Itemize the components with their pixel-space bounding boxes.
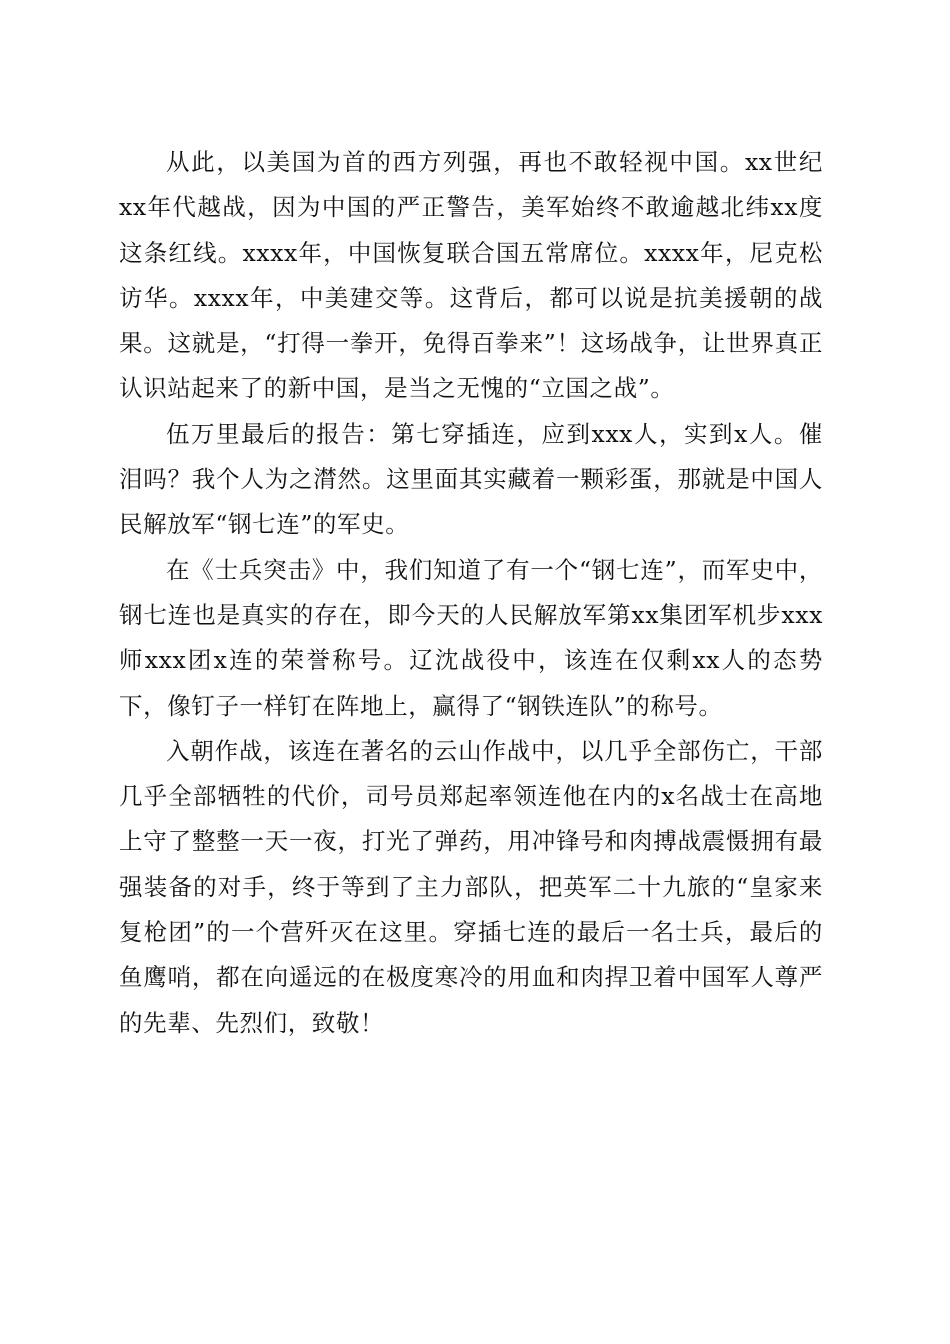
paragraph-2: 伍万里最后的报告：第七穿插连，应到xxx人，实到x人。催泪吗？我个人为之潸然。这里面其实藏着一颗彩蛋，那就是中国人民解放军“钢七连”的军史。 [119, 419, 823, 539]
document-body [119, 140, 823, 1046]
paragraph-1: 从此，以美国为首的西方列强，再也不敢轻视中国。xx世纪xx年代越战，因为中国的严正警告，美军始终不敢逾越北纬xx度这条红线。xxxx年，中国恢复联合国五常席位。xxxx年，尼克松访华。xxxx年，中美建交等。这背后，都可以说是抗美援朝的战果。这就是，“打得一拳开，免得百拳来”！这场战争，让世界真正认识站起来了的新中国，是当之无愧的“立国之战”。 [119, 148, 823, 403]
paragraph-4: 入朝作战，该连在著名的云山作战中，以几乎全部伤亡，干部几乎全部牺牲的代价，司号员郑起率领连他在内的x名战士在高地上守了整整一天一夜，打光了弹药，用冲锋号和肉搏战震慑拥有最强装备的对手，终于等到了主力部队，把英军二十九旅的“皇家来复枪团”的一个营歼灭在这里。穿插七连的最后一名士兵，最后的鱼鹰哨，都在向遥远的在极度寒冷的用血和肉捍卫着中国军人尊严的先辈、先烈们，致敬！ [119, 736, 823, 1037]
paragraph-3: 在《士兵突击》中，我们知道了有一个“钢七连”，而军史中，钢七连也是真实的存在，即今天的人民解放军第xx集团军机步xxx师xxx团x连的荣誉称号。辽沈战役中，该连在仅剩xx人的态势下，像钉子一样钉在阵地上，赢得了“钢铁连队”的称号。 [119, 555, 823, 720]
